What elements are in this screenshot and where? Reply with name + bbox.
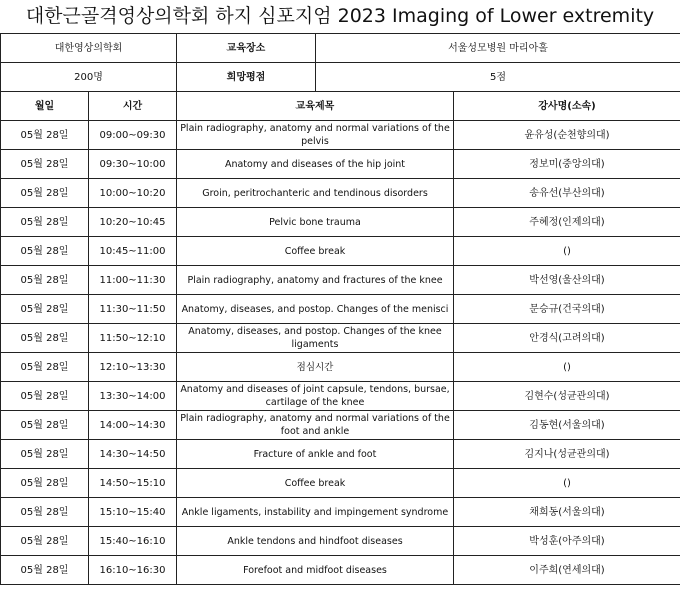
session-date: 05월 28일 xyxy=(1,556,89,585)
session-topic: 점심시간 xyxy=(177,353,454,382)
venue-value: 서울성모병원 마리아홀 xyxy=(316,34,680,63)
table-row xyxy=(1,556,680,585)
session-time: 10:00~10:20 xyxy=(89,179,177,208)
session-time: 12:10~13:30 xyxy=(89,353,177,382)
session-lecturer: 채희동(서울의대) xyxy=(454,498,680,527)
session-time: 11:50~12:10 xyxy=(89,324,177,353)
session-lecturer: () xyxy=(454,237,680,266)
session-date: 05월 28일 xyxy=(1,382,89,411)
header-lecturer: 강사명(소속) xyxy=(454,92,680,121)
session-lecturer: 김현수(성균관의대) xyxy=(454,382,680,411)
session-date: 05월 28일 xyxy=(1,121,89,150)
session-time: 15:40~16:10 xyxy=(89,527,177,556)
table-row xyxy=(1,411,680,440)
session-date: 05월 28일 xyxy=(1,150,89,179)
session-lecturer: 박성훈(아주의대) xyxy=(454,527,680,556)
session-lecturer: 송유선(부산의대) xyxy=(454,179,680,208)
session-topic: Groin, peritrochanteric and tendinous disorders xyxy=(177,179,454,208)
session-date: 05월 28일 xyxy=(1,498,89,527)
schedule-table xyxy=(0,33,680,585)
session-time: 14:00~14:30 xyxy=(89,411,177,440)
session-topic: Coffee break xyxy=(177,237,454,266)
session-topic: Ankle ligaments, instability and impingement syndrome xyxy=(177,498,454,527)
table-row xyxy=(1,266,680,295)
info-row-rating xyxy=(1,63,680,92)
session-time: 14:30~14:50 xyxy=(89,440,177,469)
table-row xyxy=(1,237,680,266)
table-row xyxy=(1,382,680,411)
session-topic: Plain radiography, anatomy and normal variations of the foot and ankle xyxy=(177,411,454,440)
session-topic: Coffee break xyxy=(177,469,454,498)
session-lecturer: 문승규(건국의대) xyxy=(454,295,680,324)
venue-label: 교육장소 xyxy=(177,34,316,63)
session-topic: Forefoot and midfoot diseases xyxy=(177,556,454,585)
table-row xyxy=(1,324,680,353)
session-time: 15:10~15:40 xyxy=(89,498,177,527)
session-lecturer: 이주희(연세의대) xyxy=(454,556,680,585)
session-lecturer: 김지나(성균관의대) xyxy=(454,440,680,469)
session-lecturer: () xyxy=(454,353,680,382)
session-time: 14:50~15:10 xyxy=(89,469,177,498)
session-lecturer: 박선영(울산의대) xyxy=(454,266,680,295)
session-date: 05월 28일 xyxy=(1,266,89,295)
session-time: 11:30~11:50 xyxy=(89,295,177,324)
session-topic: Fracture of ankle and foot xyxy=(177,440,454,469)
header-date: 월일 xyxy=(1,92,89,121)
session-topic: Pelvic bone trauma xyxy=(177,208,454,237)
table-row xyxy=(1,121,680,150)
session-topic: Plain radiography, anatomy and normal variations of the pelvis xyxy=(177,121,454,150)
session-date: 05월 28일 xyxy=(1,527,89,556)
session-topic: Plain radiography, anatomy and fractures of the knee xyxy=(177,266,454,295)
session-date: 05월 28일 xyxy=(1,324,89,353)
header-time: 시간 xyxy=(89,92,177,121)
page-title: 대한근골격영상의학회 하지 심포지엄 2023 Imaging of Lower extremity xyxy=(25,5,655,27)
session-date: 05월 28일 xyxy=(1,208,89,237)
session-date: 05월 28일 xyxy=(1,353,89,382)
session-time: 09:30~10:00 xyxy=(89,150,177,179)
session-date: 05월 28일 xyxy=(1,411,89,440)
session-date: 05월 28일 xyxy=(1,469,89,498)
session-lecturer: 안경식(고려의대) xyxy=(454,324,680,353)
session-lecturer: () xyxy=(454,469,680,498)
table-row xyxy=(1,179,680,208)
session-lecturer: 김동현(서울의대) xyxy=(454,411,680,440)
organizer-value: 대한영상의학회 xyxy=(1,34,177,63)
session-time: 13:30~14:00 xyxy=(89,382,177,411)
info-row-venue xyxy=(1,34,680,63)
session-lecturer: 윤유성(순천향의대) xyxy=(454,121,680,150)
session-date: 05월 28일 xyxy=(1,179,89,208)
session-topic: Ankle tendons and hindfoot diseases xyxy=(177,527,454,556)
table-row xyxy=(1,469,680,498)
session-time: 11:00~11:30 xyxy=(89,266,177,295)
session-topic: Anatomy, diseases, and postop. Changes of the knee ligaments xyxy=(177,324,454,353)
capacity-value: 200명 xyxy=(1,63,177,92)
session-date: 05월 28일 xyxy=(1,237,89,266)
table-row xyxy=(1,440,680,469)
session-lecturer: 정보미(중앙의대) xyxy=(454,150,680,179)
table-row xyxy=(1,150,680,179)
session-time: 16:10~16:30 xyxy=(89,556,177,585)
rating-label: 희망평점 xyxy=(177,63,316,92)
session-topic: Anatomy and diseases of joint capsule, tendons, bursae, cartilage of the knee xyxy=(177,382,454,411)
session-date: 05월 28일 xyxy=(1,440,89,469)
session-time: 10:20~10:45 xyxy=(89,208,177,237)
table-row xyxy=(1,527,680,556)
session-time: 09:00~09:30 xyxy=(89,121,177,150)
table-row xyxy=(1,498,680,527)
table-row xyxy=(1,208,680,237)
session-date: 05월 28일 xyxy=(1,295,89,324)
session-topic: Anatomy and diseases of the hip joint xyxy=(177,150,454,179)
session-lecturer: 주혜정(인제의대) xyxy=(454,208,680,237)
header-topic: 교육제목 xyxy=(177,92,454,121)
table-row xyxy=(1,353,680,382)
session-topic: Anatomy, diseases, and postop. Changes of the menisci xyxy=(177,295,454,324)
column-header-row xyxy=(1,92,680,121)
rating-value: 5점 xyxy=(316,63,680,92)
session-time: 10:45~11:00 xyxy=(89,237,177,266)
table-row xyxy=(1,295,680,324)
